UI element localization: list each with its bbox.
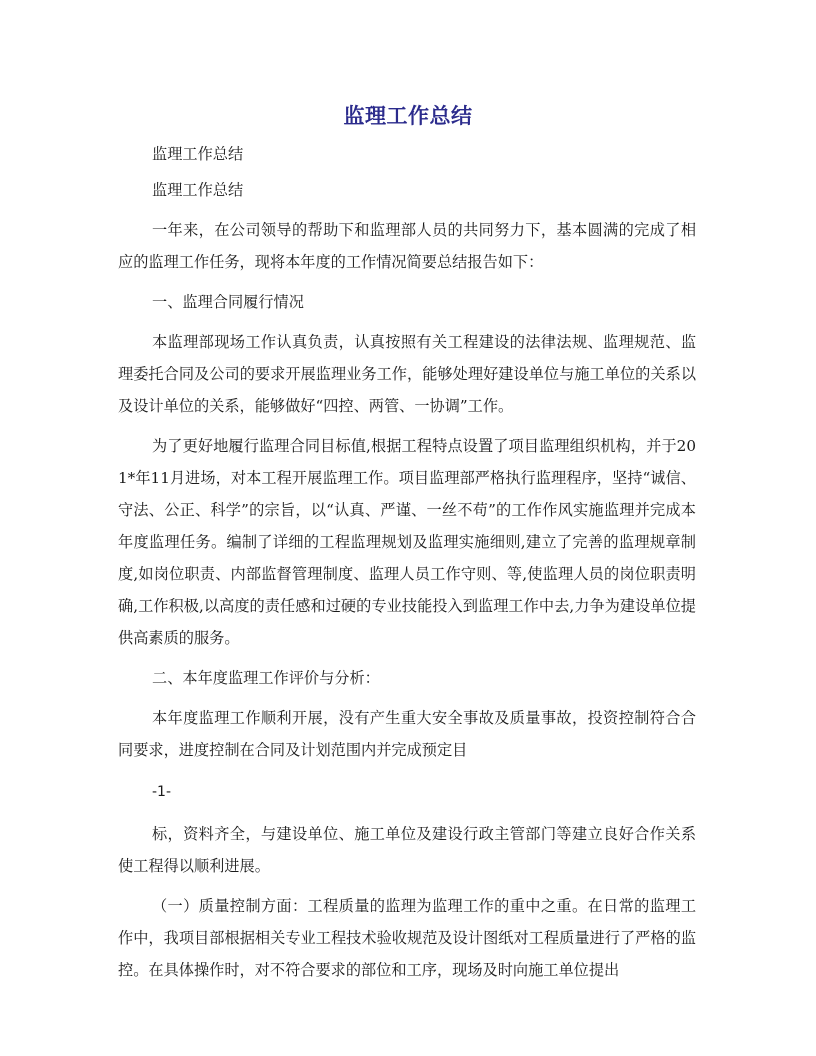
page-number: -1-: [152, 784, 172, 800]
subtitle-line-2: 监理工作总结: [152, 181, 244, 199]
section-heading-2: 二、本年度监理工作评价与分析：: [152, 669, 380, 687]
paragraph-organization: 为了更好地履行监理合同目标值,根据工程特点设置了项目监理组织机构，并于201*年11月进场，对本工程开展监理工作。项目监理部严格执行监理程序，坚持“诚信、守法、公正、科学”的宗旨，以“认真、严谨、一丝不苟”的工作作风实施监理并完成本年度监理任务。编制了详细的工程监理规划及监理实施细则,建立了完善的监理规章制度,如岗位职责、内部监督管理制度、监理人员工作守则、等,使监理人员的岗位职责明确,工作积极,以高度的责任感和过硬的专业技能投入到监理工作中去,力争为建设单位提供高素质的服务。: [118, 437, 696, 647]
subtitle-line-1: 监理工作总结: [152, 145, 244, 163]
intro-paragraph: 一年来，在公司领导的帮助下和监理部人员的共同努力下，基本圆满的完成了相应的监理工作任务，现将本年度的工作情况简要总结报告如下：: [118, 221, 696, 271]
document-title: 监理工作总结: [343, 104, 473, 128]
document-body: [118, 138, 696, 986]
paragraph-contract-performance: 本监理部现场工作认真负责，认真按照有关工程建设的法律法规、监理规范、监理委托合同及公司的要求开展监理业务工作，能够处理好建设单位与施工单位的关系以及设计单位的关系，能够做好“四控、两管、一协调”工作。: [118, 333, 696, 415]
paragraph-continuation: 标，资料齐全，与建设单位、施工单位及建设行政主管部门等建立良好合作关系使工程得以顺利进展。: [118, 825, 696, 875]
section-heading-1: 一、监理合同履行情况: [152, 293, 304, 311]
paragraph-evaluation: 本年度监理工作顺利开展，没有产生重大安全事故及质量事故，投资控制符合合同要求，进度控制在合同及计划范围内并完成预定目: [118, 709, 696, 759]
paragraph-quality-control: （一）质量控制方面：工程质量的监理为监理工作的重中之重。在日常的监理工作中，我项目部根据相关专业工程技术验收规范及设计图纸对工程质量进行了严格的监控。在具体操作时，对不符合要求的部位和工序，现场及时向施工单位提出: [118, 897, 696, 979]
